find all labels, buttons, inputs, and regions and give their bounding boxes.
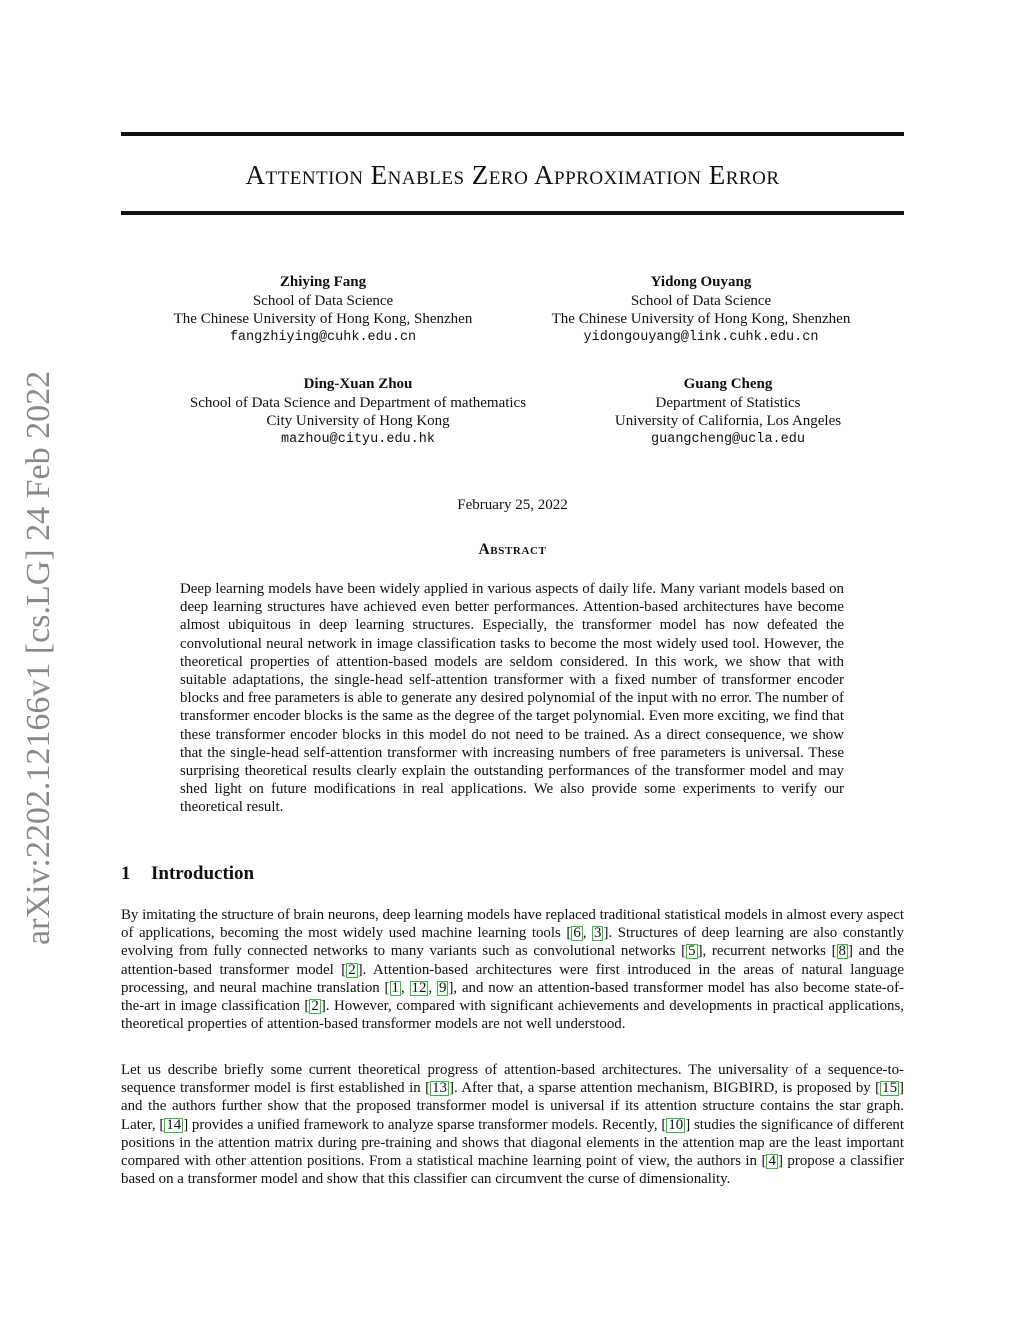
citation-link[interactable]: 2 [348, 961, 356, 978]
abstract-text: Deep learning models have been widely applied in various aspects of daily life. Many variant models based on deep learning structures have achieved even better performances. Attention-based architectures have become almost ubiquitous in deep learning structures. Especially, the transformer model has now defeated the convolutional neural network in image classification tasks to become the most widely used tool. However, the theoretical properties of attention-based models are seldom considered. In this work, we show that with suitable adaptations, the single-head self-attention transformer with a fixed number of transformer encoder blocks and free parameters is able to generate any desired polynomial of the input with no error. The number of transformer encoder blocks is the same as the degree of the target polynomial. Even more exciting, we find that these transformer encoder blocks in this model do not need to be trained. As a direct consequence, we show that the single-head self-attention transformer with increasing numbers of free parameters is universal. These surprising theoretical results clearly explain the outstanding performances of the transformer model and may shed light on future modifications in real applications. We also provide some experiments to verify our theoretical result. [180, 581, 844, 816]
paragraph-text: ]. Attention-based architectures were first introduced in the areas of natural language processing, and neural machine translation [ [121, 961, 904, 996]
author-affiliation: City University of Hong Kong [266, 413, 450, 429]
paragraph-text: ] studies the significance of different positions in the attention matrix during pre-training and shows that diagonal elements in the attention map are the least important compared with other attention positions. From a statistical machine learning point of view, the authors in [ [121, 1116, 905, 1170]
paragraph-text: ] provides a unified framework to analyze sparse transformer models. Recently, [ [183, 1116, 667, 1133]
author-name: Zhiying Fang [279, 274, 367, 290]
citation-separator: , [400, 979, 410, 996]
citation-link[interactable]: 9 [438, 979, 447, 996]
paragraph-text: ]. Structures of deep learning are also constantly evolving from fully connected networks to many variants such as convolutional networks [ [121, 925, 904, 960]
author-block [590, 375, 866, 449]
author-email[interactable]: yidongouyang@link.cuhk.edu.cn [583, 329, 819, 345]
section-number: 1 [121, 863, 131, 884]
citation-link[interactable]: 8 [838, 943, 846, 960]
paragraph-text: ], and now an attention-based transformer model has also become state-of-the-art in image classification [ [121, 979, 904, 1015]
intro-paragraph-1 [121, 906, 904, 1033]
citation-link[interactable]: 4 [768, 1153, 776, 1170]
paragraph-text: ]. After that, a sparse attention mechanism, BIGBIRD, is proposed by [ [448, 1080, 881, 1097]
paragraph-text: By imitating the structure of brain neurons, deep learning models have replaced traditional statistical models in almost every aspect of applications, becoming the most widely used machine learning tools [ [121, 907, 904, 942]
paragraph-text: Let us describe briefly some current theoretical progress of attention-based architectures. The universality of a sequence-to-sequence transformer model is first established in [ [121, 1062, 904, 1097]
arxiv-stamp: arXiv:2202.12166v1 [cs.LG] 24 Feb 2022 [20, 370, 57, 945]
citation-link[interactable]: 5 [688, 943, 696, 960]
citation-link[interactable]: 1 [391, 979, 399, 996]
author-block [526, 273, 876, 347]
author-email[interactable]: guangcheng@ucla.edu [651, 431, 805, 447]
author-affiliation: University of California, Los Angeles [614, 413, 842, 429]
citation-link[interactable]: 2 [311, 998, 319, 1015]
citation-link[interactable]: 14 [166, 1116, 182, 1133]
citation-link[interactable]: 10 [668, 1116, 684, 1133]
author-affiliation: Department of Statistics [655, 394, 801, 411]
paragraph-text: ]. However, compared with significant achievements and developments in practical applications, theoretical properties of attention-based transformer models are not well understood. [121, 998, 905, 1033]
author-name: Ding-Xuan Zhou [303, 376, 413, 392]
author-name: Yidong Ouyang [650, 274, 752, 290]
author-name: Guang Cheng [683, 376, 773, 392]
author-affiliation: School of Data Science [630, 292, 772, 309]
citation-link[interactable]: 12 [411, 979, 427, 996]
author-block [148, 375, 568, 449]
author-email[interactable]: fangzhiying@cuhk.edu.cn [229, 329, 417, 345]
author-affiliation: The Chinese University of Hong Kong, Shenzhen [173, 311, 473, 327]
citation-link[interactable]: 6 [573, 925, 581, 942]
citation-link[interactable]: 15 [882, 1080, 898, 1097]
author-email[interactable]: mazhou@cityu.edu.hk [281, 431, 435, 447]
citation-link[interactable]: 13 [432, 1080, 447, 1097]
citation-separator: , [582, 925, 593, 942]
paragraph-text: ], recurrent networks [ [697, 943, 837, 960]
section-title: Introduction [151, 863, 255, 884]
paper-date: February 25, 2022 [457, 497, 568, 513]
author-affiliation: School of Data Science and Department of mathematics [189, 394, 527, 411]
citation-separator: , [428, 979, 437, 996]
paper-title: Attention Enables Zero Approximation Error [245, 160, 780, 190]
paragraph-text: ] and the attention-based transformer model [ [121, 943, 904, 978]
title-bottom-rule [121, 211, 904, 215]
paragraph-text: ] propose a classifier based on a transformer model and show that this classifier can circumvent the curse of dimensionality. [121, 1153, 904, 1188]
intro-paragraph-2 [121, 1061, 904, 1188]
abstract-heading: Abstract [478, 541, 547, 558]
title-top-rule [121, 132, 904, 136]
author-affiliation: The Chinese University of Hong Kong, Shenzhen [551, 311, 851, 327]
citation-link[interactable]: 3 [594, 925, 602, 942]
author-affiliation: School of Data Science [252, 292, 394, 309]
paragraph-text: ] and the authors further show that the proposed transformer model is universal if its attention structure contains the star graph. Later, [ [121, 1080, 904, 1133]
author-block [148, 273, 498, 347]
section-heading [121, 863, 254, 885]
